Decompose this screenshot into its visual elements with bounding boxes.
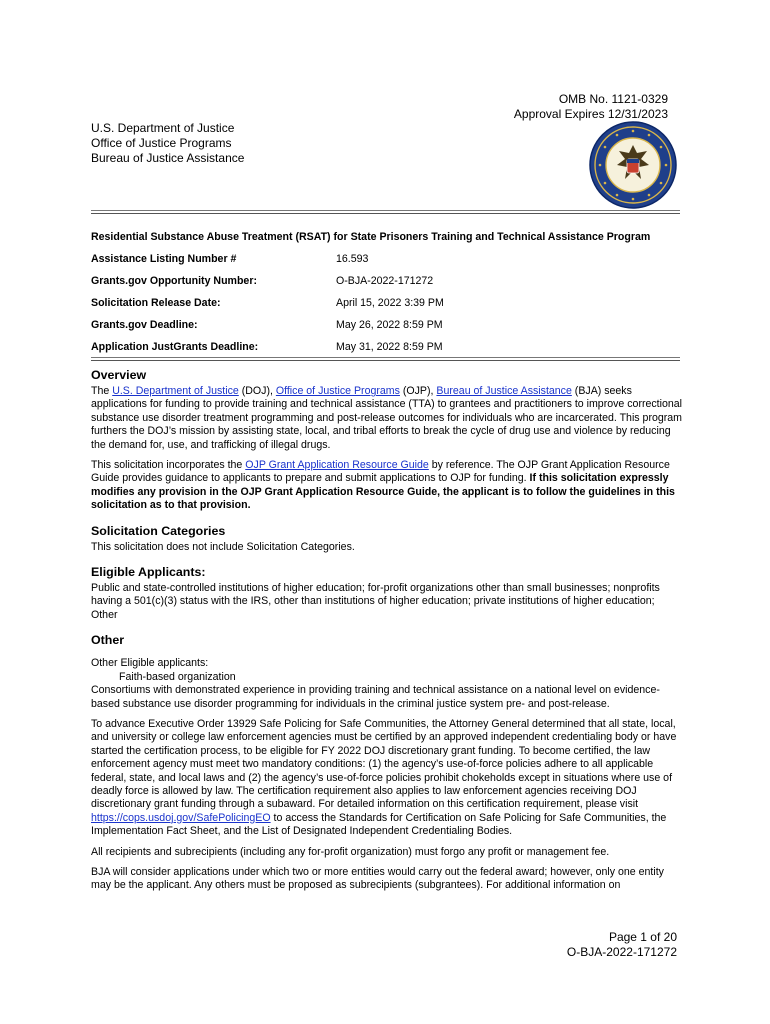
eligible-text: Public and state-controlled institutions of higher education; for-profit organizations other than small businesses; nonprofits having a 501(c)(3) status with the IRS, other than institutions of higher education; private institutions of higher education; Other [91,582,660,621]
info-value: 16.593 [336,253,369,265]
link-resource-guide[interactable]: OJP Grant Application Resource Guide [245,459,429,472]
other-intro: Other Eligible applicants: [91,657,209,670]
link-ojp[interactable]: Office of Justice Programs [275,385,400,397]
program-title: Residential Substance Abuse Treatment (RSAT) for State Prisoners Training and Technical Assistance Program [91,231,651,243]
info-row-listing [91,253,651,267]
info-value: May 26, 2022 8:59 PM [336,319,443,331]
text-fragment: by reference. The OJP Grant Application Resource Guide provides guidance to applicants to prepare and submit applications to OJP for funding. [91,459,670,485]
text-fragment: (BJA) seeks applications for funding to provide training and technical assistance (TTA) to grantees and practitioners to improve correctional substance use disorder treatment programming and post-release outcomes for individuals who are incarcerated. This program furthers the DOJ’s mission by assisting state, local, and tribal efforts to break the cycle of drug use and violence by reducing the demand for, use, and trafficking of illegal drugs. [91,385,683,451]
profit-paragraph: All recipients and subrecipients (including any for-profit organization) must forgo any profit or management fee. [91,845,610,858]
agency-block [91,121,244,166]
executive-order-paragraph [91,718,683,839]
omb-number: OMB No. 1121-0329 [558,92,668,106]
link-safe-policing[interactable]: https://cops.usdoj.gov/SafePolicingEO [91,811,271,824]
info-row-grants-deadline [91,319,651,333]
solicitation-body [91,368,683,900]
info-label: Assistance Listing Number # [91,253,237,265]
doj-seal-icon [589,121,677,209]
text-fragment: to access the Standards for Certification on Safe Policing for Safe Communities, the Implementation Fact Sheet, and the List of Designated Independent Credentialing Bodies. [91,811,667,838]
eligible-heading: Eligible Applicants: [91,565,206,580]
info-row-opportunity [91,275,651,289]
approval-expires: Approval Expires 12/31/2023 [513,107,668,121]
other-item-consortiums: Consortiums with demonstrated experience in providing training and technical assistance on a national level on evidence-based substance use disorder programming for individuals in the criminal justice system pre- and post-release. [91,684,660,710]
categories-heading: Solicitation Categories [91,523,226,538]
info-value: May 31, 2022 8:59 PM [336,341,443,353]
text-fragment: The [91,385,113,397]
info-row-justgrants-deadline [91,341,651,355]
info-label: Grants.gov Opportunity Number: [91,275,257,287]
link-doj[interactable]: U.S. Department of Justice [112,385,239,397]
guide-emphasis: If this solicitation expressly modifies any provision in the OJP Grant Application Resource Guide, the applicant is to follow the guidelines in this solicitation as to that provision. [91,472,675,512]
text-fragment: (DOJ), [238,385,276,397]
text-fragment: (OJP), [399,385,437,397]
text-fragment: This solicitation incorporates the [91,459,246,472]
info-value: April 15, 2022 3:39 PM [336,297,444,309]
page-footer [567,930,677,960]
agency-line-ojp: Office of Justice Programs [91,136,232,150]
info-label: Solicitation Release Date: [91,297,221,309]
overview-heading: Overview [91,368,147,382]
categories-text: This solicitation does not include Solicitation Categories. [91,540,355,553]
header-divider-top [91,210,680,211]
text-fragment: To advance Executive Order 13929 Safe Policing for Safe Communities, the Attorney General determined that all state, local, and university or college law enforcement agencies must be certified by an approved independent credentialing body or have started the certification process, to be eligible for FY 2022 DOJ discretionary grant funding. To become certified, the law enforcement agency must meet two mandatory conditions: (1) the agency’s use-of-force policies adhere to all applicable federal, state, and local laws and (2) the agency’s use-of-force policies prohibit chokeholds except in situations where use of deadly force is allowed by law. The certification requirement also applies to law enforcement agencies receiving DOJ discretionary grant funding through a subaward. For detailed information on this certification requirement, please visit [91,717,677,811]
guide-paragraph [91,459,683,513]
info-label: Application JustGrants Deadline: [91,341,259,353]
info-row-release-date [91,297,651,311]
other-item-faith: Faith-based organization [119,670,236,683]
info-divider-top [91,357,680,358]
info-label: Grants.gov Deadline: [91,319,198,331]
omb-block [514,92,668,122]
agency-line-bja: Bureau of Justice Assistance [91,151,245,165]
page-number: Page 1 of 20 [608,930,677,944]
solicitation-id: O-BJA-2022-171272 [566,945,677,959]
agency-line-doj: U.S. Department of Justice [91,121,235,135]
overview-paragraph [91,385,683,452]
info-value: O-BJA-2022-171272 [336,275,434,287]
info-divider-bottom [91,360,680,361]
header-divider-bottom [91,213,680,214]
other-heading: Other [91,633,125,648]
link-bja[interactable]: Bureau of Justice Assistance [436,385,572,397]
bja-consider-paragraph: BJA will consider applications under which two or more entities would carry out the federal award; however, only one entity may be the applicant. Any others must be proposed as subrecipients (subgrantees). For additional information on [91,865,664,892]
